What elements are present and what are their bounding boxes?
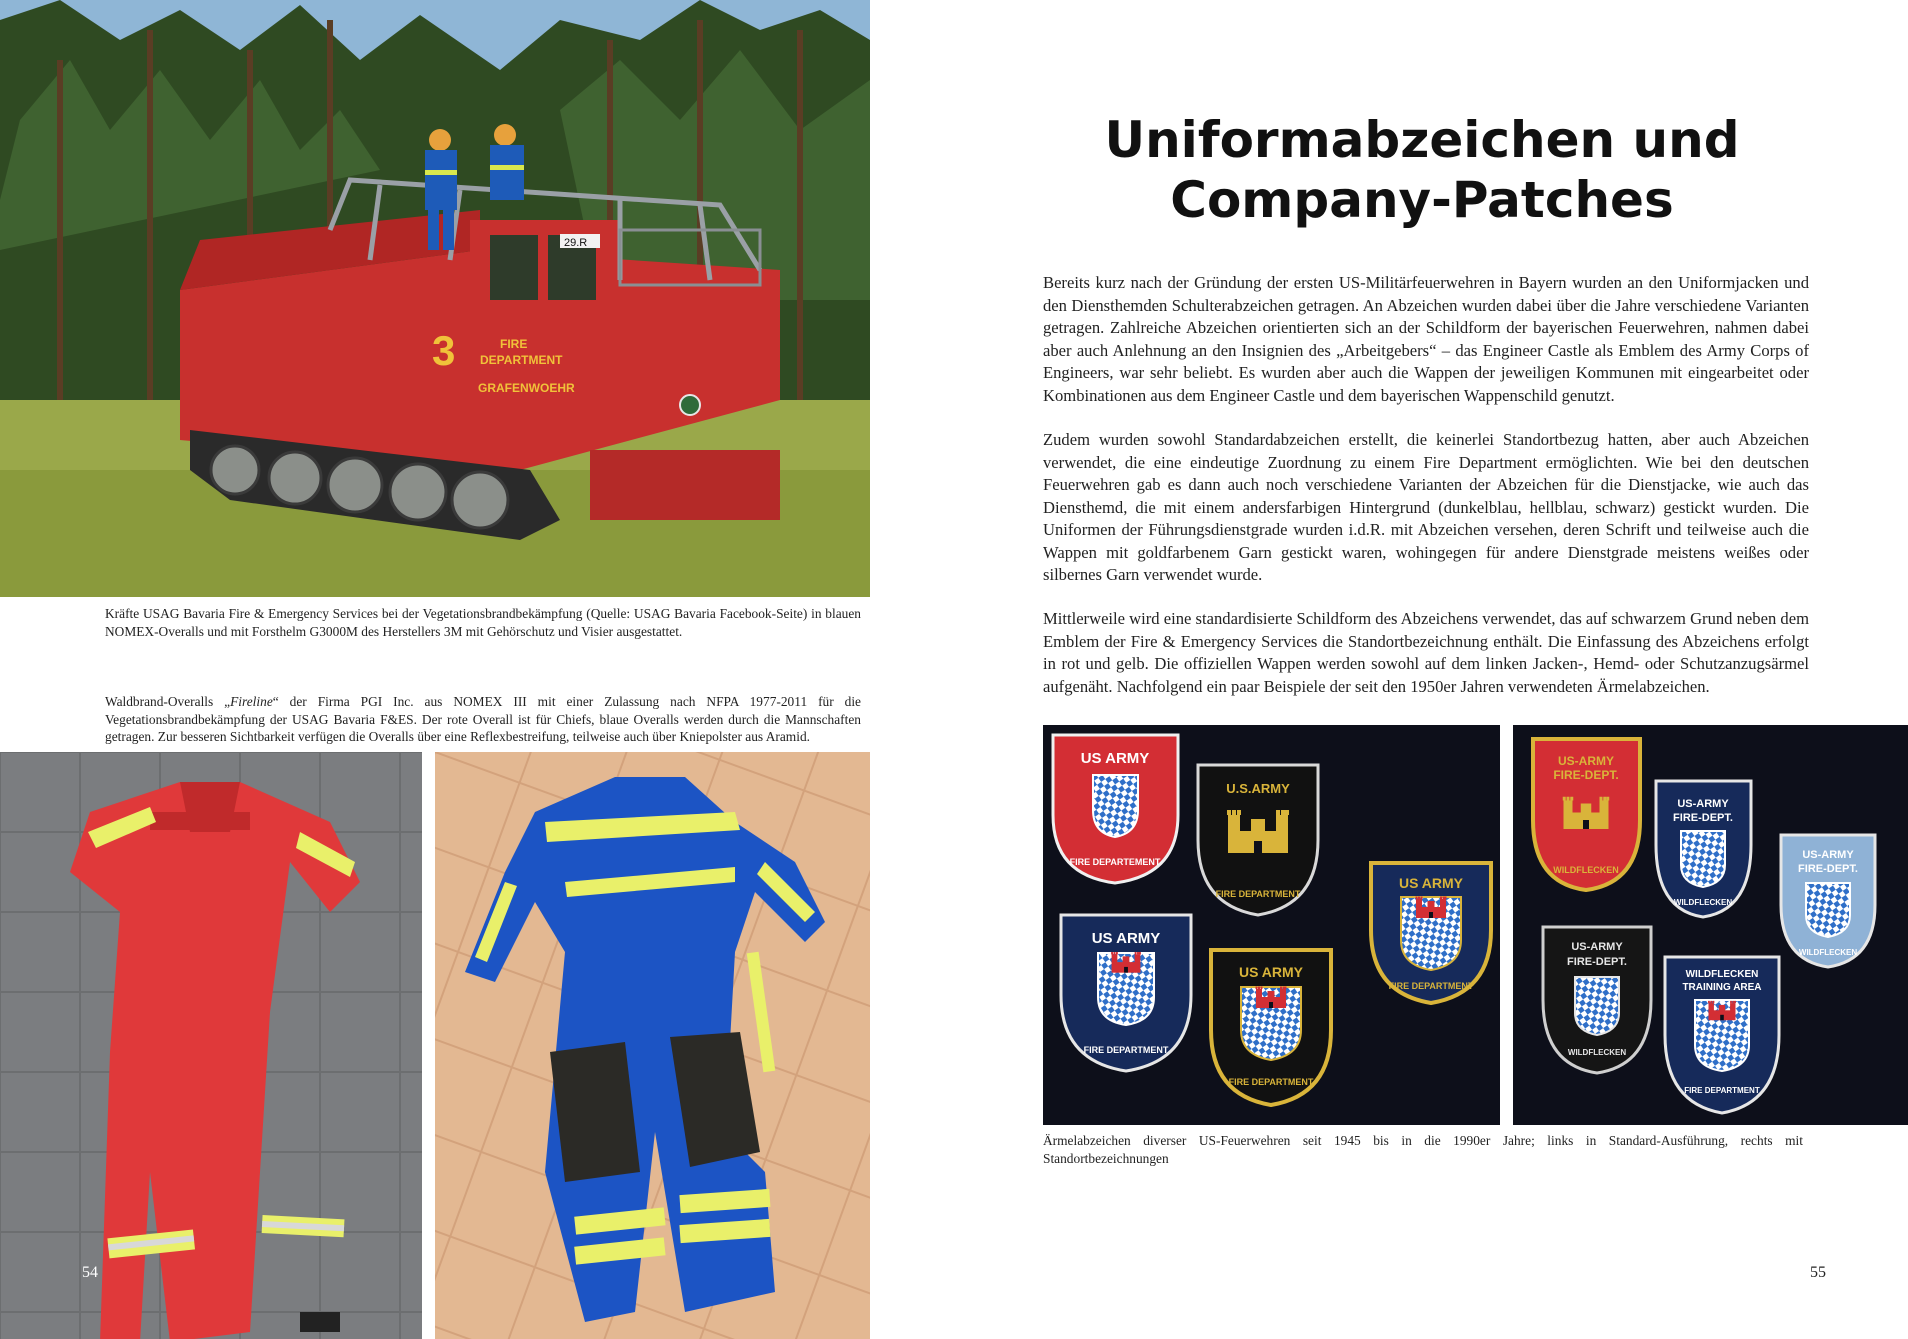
overalls-caption-part2: “ der Firma PGI Inc. aus NOMEX III mit einer Zulassung nach NFPA 1977-2011 für die Vegetationsbrandbekämpfung der USAG Bavaria F&ES. Der rote Overall ist für Chiefs, blaue Overalls werden durch die Mannschaften getragen. Zur besseren Sichtbarkeit verfügen die Overalls über eine Reflexbestreifung, teilweise auch über Kniepolster aus Aramid. [105,694,861,744]
svg-text:FIRE-DEPT.: FIRE-DEPT. [1567,956,1627,968]
vehicle-emblem-icon [680,395,700,415]
body-paragraph-3: Mittlerweile wird eine standardisierte Schildform des Abzeichens verwendet, das auf schwarzem Grund neben dem Emblem der Fire & Emergency Services die Standortbezeichnung enthält. Die Einfassung des Abzeichens erfolgt in rot und gelb. Die offiziellen Wappen werden sowohl auf dem linken Jacken-, Hemd- oder Schutzanzugsärmel aufgenäht. Nachfolgend ein paar Beispiele der seit den 1950er Jahren verwendeten Ärmelabzeichen. [1043,609,1809,696]
location-patches-image [1513,725,1908,1125]
svg-text:WILDFLECKEN: WILDFLECKEN [1685,969,1759,980]
patch-wildflecken-navy [1656,781,1751,917]
svg-text:US ARMY: US ARMY [1238,964,1304,980]
vehicle-photo-caption: Kräfte USAG Bavaria Fire & Emergency Services bei der Vegetationsbrandbekämpfung (Quelle: USAG Bavaria Facebook-Seite) in blauen NOMEX-Overalls und mit Forsthelm G3000M des Herstellers 3M mit Gehörschutz und Visier ausgestattet. [105,606,861,639]
svg-text:WILDFLECKEN: WILDFLECKEN [1673,898,1733,907]
vehicle-text-fire: FIRE [500,337,528,351]
patch-wildflecken-training-area [1665,957,1779,1113]
patches-caption: Ärmelabzeichen diverser US-Feuerwehren seit 1945 bis in die 1990er Jahre; links in Standard-Ausführung, rechts mit Standortbezeichnungen [1043,1133,1803,1166]
patch-wildflecken-light-blue [1781,835,1875,967]
vehicle-number: 3 [432,327,456,374]
standard-patches-photo [1043,725,1500,1125]
red-overall-image [0,752,422,1339]
svg-text:US-ARMY: US-ARMY [1802,849,1854,861]
svg-text:US-ARMY: US-ARMY [1571,941,1623,953]
svg-text:US ARMY: US ARMY [1398,875,1464,891]
red-overall-photo [0,752,422,1339]
vehicle-plate: 29.R [564,237,588,249]
blue-overall-photo [435,752,870,1339]
body-paragraph-1: Bereits kurz nach der Gründung der ersten US-Militärfeuerwehren in Bayern wurden an den Uniformjacken und den Diensthemden Schulterabzeichen getragen. An Abzeichen wurden dabei über die Jahre verschiedene Varianten getragen. Zahlreiche Abzeichen orientierten sich an der Schildform der bayerischen Feuerwehren, nahmen dabei aber auch Anlehnung an den Insignien des „Arbeitgebers“ – das Engineer Castle als Emblem des Army Corps of Engineers, war sehr beliebt. Es wurden aber auch die Wappen der jeweiligen Kommunen mit eingearbeitet oder Kombinationen aus dem Engineer Castle und dem bayerischen Wappenschild genutzt. [1043,273,1809,405]
svg-text:FIRE-DEPT.: FIRE-DEPT. [1553,768,1619,782]
patch-wildflecken-red [1533,739,1640,890]
svg-text:FIRE DEPARTEMENT: FIRE DEPARTEMENT [1069,857,1161,867]
svg-text:U.S.ARMY: U.S.ARMY [1226,781,1290,796]
wildfire-vehicle-photo [0,0,870,597]
page-title-line1: Uniformabzeichen und [1104,111,1740,169]
blue-overall-image [435,752,870,1339]
location-patches-photo [1513,725,1908,1125]
standard-patches-image [1043,725,1500,1125]
svg-text:TRAINING AREA: TRAINING AREA [1682,982,1762,993]
patch-us-army-red [1053,735,1178,883]
svg-text:US ARMY: US ARMY [1080,750,1150,767]
overalls-caption [105,693,861,746]
vehicle-text-location: GRAFENWOEHR [478,381,575,395]
svg-text:FIRE DEPARTMENT: FIRE DEPARTMENT [1083,1045,1169,1055]
patch-us-army-navy-white [1061,915,1191,1071]
svg-text:WILDFLECKEN: WILDFLECKEN [1553,865,1619,875]
patch-wildflecken-black [1543,927,1651,1073]
svg-text:FIRE DEPARTMENT: FIRE DEPARTMENT [1684,1086,1760,1095]
vehicle-text-department: DEPARTMENT [480,353,563,367]
page-title-line2: Company-Patches [1170,171,1674,229]
patch-us-army-blue-gold-right [1371,863,1491,1003]
page-title [1062,110,1782,230]
svg-text:FIRE DEPARTMENT: FIRE DEPARTMENT [1228,1077,1314,1087]
left-page [0,0,870,1339]
page-number-right: 55 [1810,1264,1826,1281]
overalls-caption-part1: Waldbrand-Overalls „ [105,694,231,709]
overalls-caption-product: Fireline [230,694,273,709]
svg-text:WILDFLECKEN: WILDFLECKEN [1798,948,1858,957]
page-number-left: 54 [82,1264,98,1281]
svg-text:US-ARMY: US-ARMY [1558,754,1614,768]
svg-text:WILDFLECKEN: WILDFLECKEN [1567,1048,1627,1057]
svg-text:FIRE-DEPT.: FIRE-DEPT. [1673,812,1733,824]
svg-text:US ARMY: US ARMY [1091,930,1161,947]
patch-us-army-black-gold-center [1211,950,1331,1105]
svg-text:FIRE DEPARTMENT: FIRE DEPARTMENT [1388,981,1474,991]
vehicle-scene [0,0,870,597]
body-paragraph-2: Zudem wurden sowohl Standardabzeichen erstellt, die keinerlei Standortbezug hatten, aber auch Abzeichen verwendet, die eine eindeutige Zuordnung zu einem Fire Department ermöglichten. Wie bei den deutschen Feuerwehren gab es dann auch noch verschiedene Varianten der Abzeichen für die Dienstjacke, wie auch das Diensthemd, die mit einem andersfarbigen Hintergrund (dunkelblau, hellblau, schwarz) gestickt wurden. Die Uniformen der Führungsdienstgrade wurden i.d.R. mit Abzeichen versehen, deren Schrift und teilweise auch die Wappen mit goldfarbenem Garn gestickt waren, wohingegen für andere Dienstgrade meistens weißes oder silbernes Garn verwendet wurde. [1043,430,1809,584]
patch-us-army-black-gold [1198,765,1318,915]
svg-text:FIRE-DEPT.: FIRE-DEPT. [1798,863,1858,875]
svg-text:US-ARMY: US-ARMY [1677,798,1729,810]
svg-text:FIRE DEPARTMENT: FIRE DEPARTMENT [1215,889,1301,899]
